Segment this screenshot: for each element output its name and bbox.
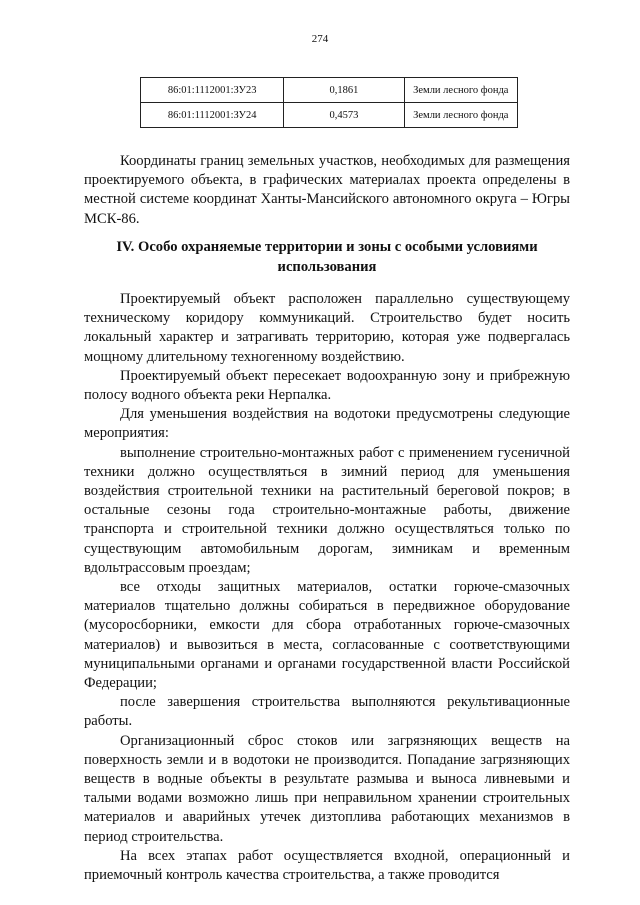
land-category: Земли лесного фонда xyxy=(404,103,517,128)
list-item: все отходы защитных материалов, остатки горюче-смазочных материалов тщательно должны собираться в передвижное оборудование (мусоросборники, емкости для сбора отработанных горюче-смазочных материалов) и вывозиться в места, согласованные с соответствующими муниципальными органами и органами государственной власти Российской Федерации; xyxy=(84,579,570,692)
land-category: Земли лесного фонда xyxy=(404,78,517,103)
page-number: 274 xyxy=(311,33,329,45)
coordinates-paragraph: Координаты границ земельных участков, необходимых для размещения проектируемого объекта, в графических материалах проекта определены в местной системе координат Ханты-Мансийского автономного округа – Югры МСК-86. xyxy=(84,153,570,227)
paragraph: Организационный сброс стоков или загрязняющих веществ на поверхность земли и в водотоки не производится. Попадание загрязняющих веществ в водные объекты в результате размыва и выноса ливневыми и талыми водами возможно лишь при неправильном хранении строительных материалов и аварийных утечек дизтоплива работающих механизмов в период строительства. xyxy=(84,732,570,845)
paragraph: Для уменьшения воздействия на водотоки предусмотрены следующие мероприятия: xyxy=(84,406,570,442)
table-row xyxy=(141,103,518,128)
list-item: после завершения строительства выполняются рекультивационные работы. xyxy=(84,694,570,730)
parcel-area: 0,1861 xyxy=(284,78,404,103)
section-body xyxy=(84,290,570,885)
paragraph: Проектируемый объект пересекает водоохранную зону и прибрежную полосу водного объекта реки Нерпалка. xyxy=(84,367,570,404)
coordinates-block xyxy=(84,152,570,229)
paragraph: Проектируемый объект расположен параллельно существующему техническому коридору коммуникаций. Строительство будет носить локальный характер и затрагивать территорию, которая уже подвергалась мощному длительному техногенному воздействию. xyxy=(84,291,570,365)
parcel-table xyxy=(140,77,518,128)
parcel-area: 0,4573 xyxy=(284,103,404,128)
cadastral-number: 86:01:1112001:ЗУ23 xyxy=(141,78,284,103)
table-row xyxy=(141,78,518,103)
paragraph: На всех этапах работ осуществляется входной, операционный и приемочный контроль качества строительства, а также проводится xyxy=(84,847,570,884)
section-heading: IV. Особо охраняемые территории и зоны с особыми условиями использования xyxy=(116,239,538,275)
cadastral-number: 86:01:1112001:ЗУ24 xyxy=(141,103,284,128)
list-item: выполнение строительно-монтажных работ с применением гусеничной техники должно осуществляться в зимний период для уменьшения воздействия строительной техники на растительный береговой покров; в остальные сезоны года строительно-монтажные работы, движение транспорта и строительной техники должно осуществляться только по существующим автомобильным дорогам, зимникам и временным вдольтрассовым проездам; xyxy=(84,444,570,576)
